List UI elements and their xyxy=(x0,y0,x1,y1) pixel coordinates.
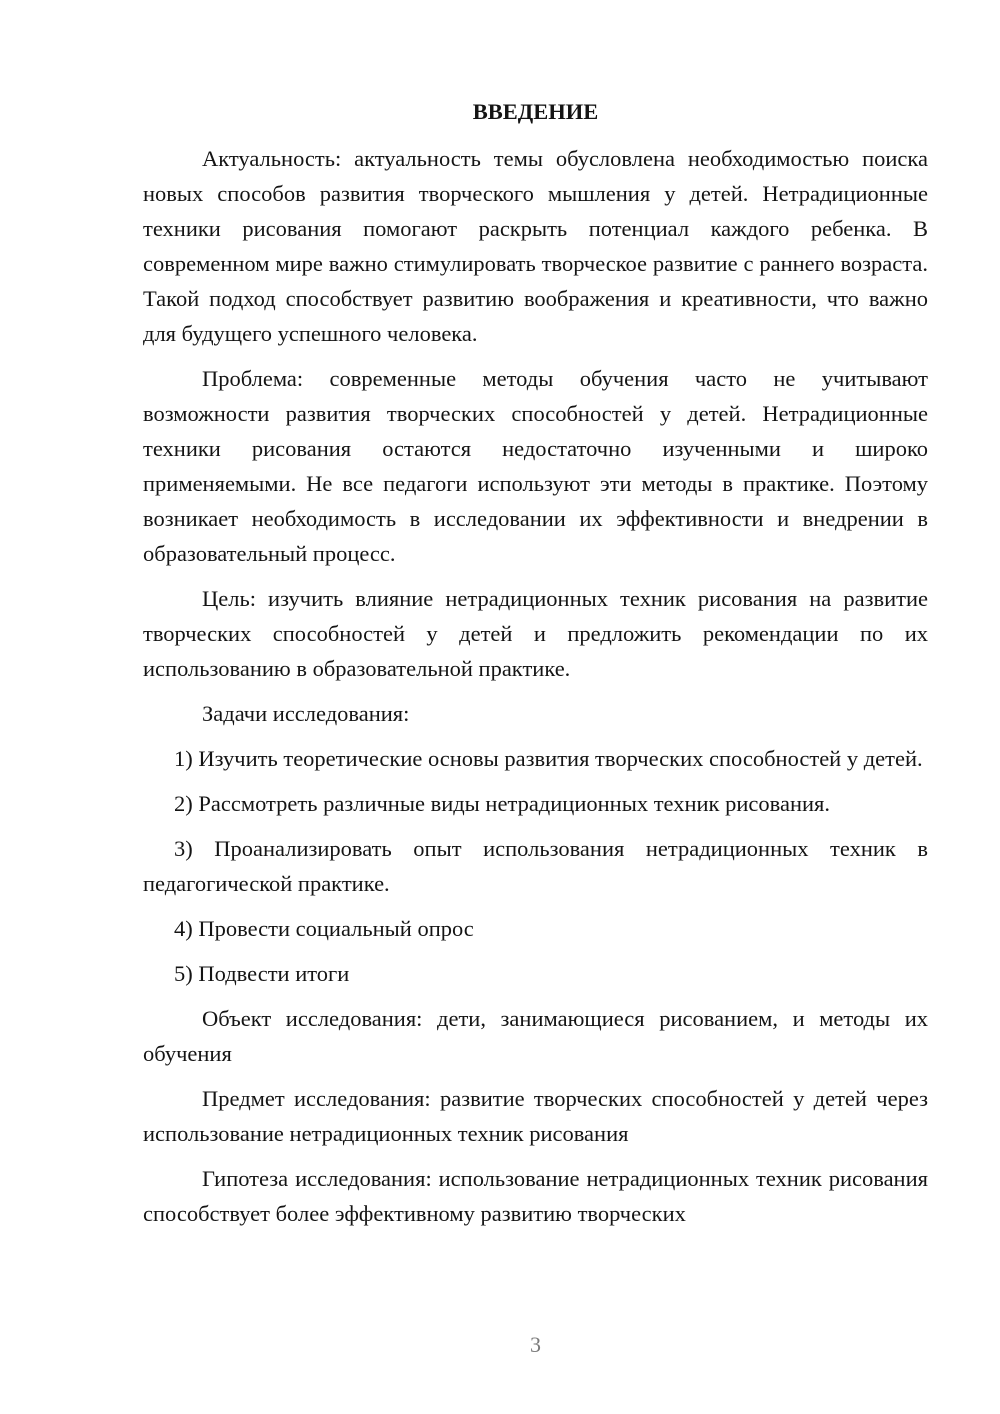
page-title: ВВЕДЕНИЕ xyxy=(472,99,599,124)
document-page xyxy=(143,94,928,1241)
hypothesis-paragraph: Гипотеза исследования: использование нетрадиционных техник рисования способствует более эффективному развитию творческих xyxy=(143,1166,928,1226)
list-item: 5) Подвести итоги xyxy=(174,961,350,986)
object-paragraph: Объект исследования: дети, занимающиеся рисованием, и методы их обучения xyxy=(143,1006,928,1066)
goal-paragraph: Цель: изучить влияние нетрадиционных техник рисования на развитие творческих способностей у детей и предложить рекомендации по их использованию в образовательной практике. xyxy=(143,586,928,681)
page-number: 3 xyxy=(530,1332,541,1357)
tasks-list xyxy=(143,741,928,991)
tasks-heading: Задачи исследования: xyxy=(202,701,410,726)
relevance-paragraph: Актуальность: актуальность темы обусловлена необходимостью поиска новых способов развития творческого мышления у детей. Нетрадиционные техники рисования помогают раскрыть потенциал каждого ребенка. В современном мире важно стимулировать творческое развитие с раннего возраста. Такой подход способствует развитию воображения и креативности, что важно для будущего успешного человека. xyxy=(143,146,928,346)
subject-paragraph: Предмет исследования: развитие творческих способностей у детей через использование нетрадиционных техник рисования xyxy=(143,1086,928,1146)
list-item: 3) Проанализировать опыт использования нетрадиционных техник в педагогической практике. xyxy=(143,836,928,896)
problem-paragraph: Проблема: современные методы обучения часто не учитывают возможности развития творческих способностей у детей. Нетрадиционные техники рисования остаются недостаточно изученными и широко применяемыми. Не все педагоги используют эти методы в практике. Поэтому возникает необходимость в исследовании их эффективности и внедрении в образовательный процесс. xyxy=(143,366,928,566)
list-item: 4) Провести социальный опрос xyxy=(174,916,474,941)
list-item: 1) Изучить теоретические основы развития творческих способностей у детей. xyxy=(174,746,923,771)
list-item: 2) Рассмотреть различные виды нетрадиционных техник рисования. xyxy=(174,791,831,816)
